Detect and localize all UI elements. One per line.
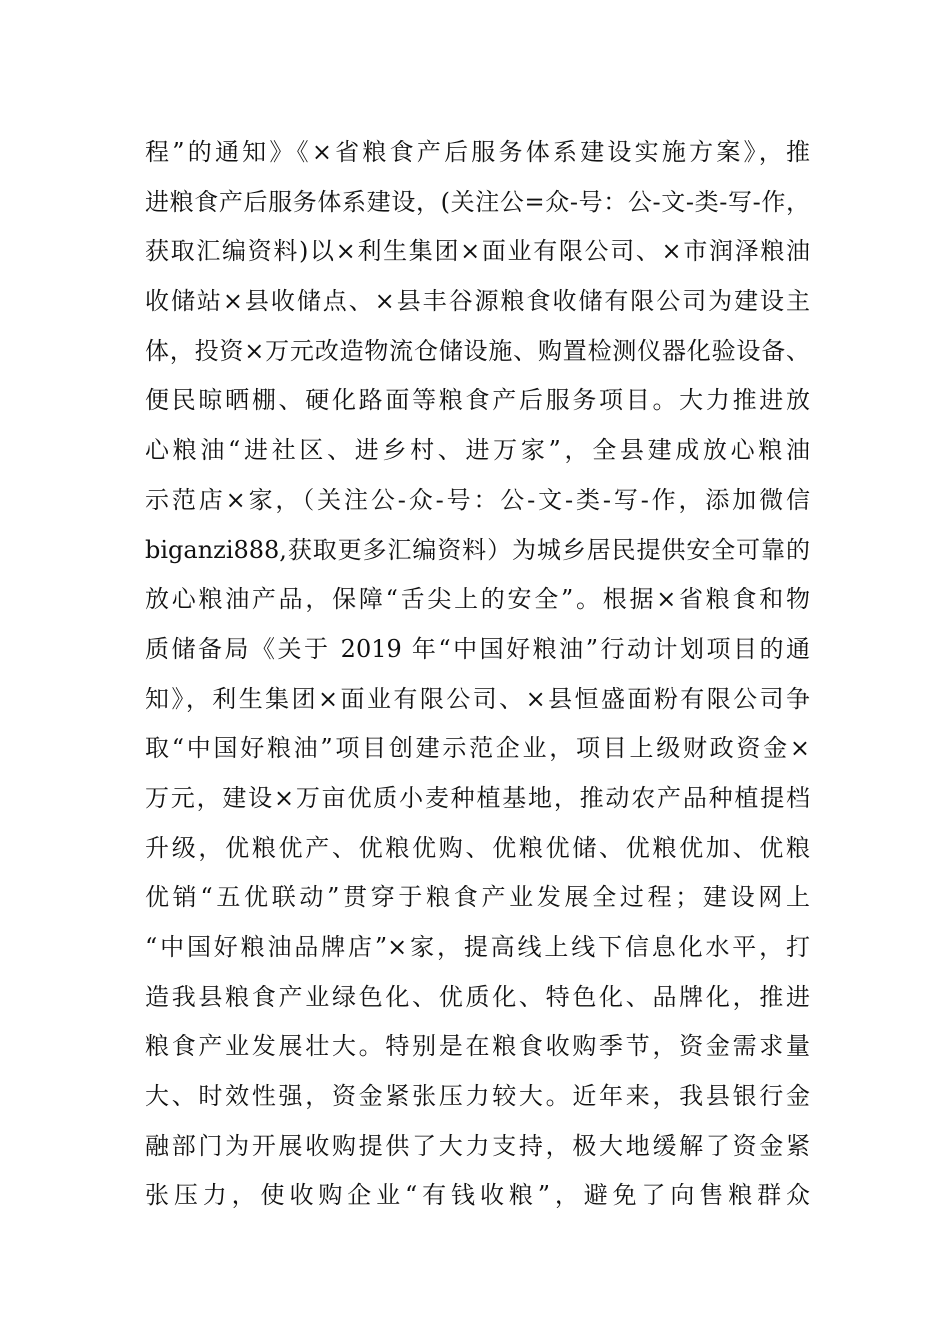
text-line: 万元，建设×万亩优质小麦种植基地，推动农产品种植提档 <box>145 783 810 812</box>
text-line: 大、时效性强，资金紧张压力较大。近年来，我县银行金 <box>145 1082 810 1111</box>
text-line: 优销“五优联动”贯穿于粮食产业发展全过程；建设网上 <box>145 883 810 912</box>
text-line: 粮食产业发展壮大。特别是在粮食收购季节，资金需求量 <box>145 1032 810 1061</box>
text-line: 质储备局《关于 2019 年“中国好粮油”行动计划项目的通 <box>145 634 810 663</box>
text-line: 进粮食产后服务体系建设，(关注公=众-号：公-文-类-写-作， <box>145 187 810 216</box>
body-paragraph <box>145 128 810 1221</box>
text-line: 心粮油“进社区、进乡村、进万家”，全县建成放心粮油 <box>145 436 810 465</box>
text-line: 张压力，使收购企业“有钱收粮”，避免了向售粮群众 <box>145 1181 810 1210</box>
text-line: 收储站×县收储点、×县丰谷源粮食收储有限公司为建设主 <box>145 287 810 316</box>
text-line: biganzi888,获取更多汇编资料）为城乡居民提供安全可靠的 <box>145 535 810 564</box>
text-line: 体，投资×万元改造物流仓储设施、购置检测仪器化验设备、 <box>145 336 810 365</box>
text-line: “中国好粮油品牌店”×家，提高线上线下信息化水平，打 <box>145 933 810 961</box>
text-line: 便民晾晒棚、硬化路面等粮食产后服务项目。大力推进放 <box>145 386 810 415</box>
text-line: 升级，优粮优产、优粮优购、优粮优储、优粮优加、优粮 <box>145 833 810 862</box>
text-line: 融部门为开展收购提供了大力支持，极大地缓解了资金紧 <box>145 1131 810 1160</box>
text-line: 知》，利生集团×面业有限公司、×县恒盛面粉有限公司争 <box>145 684 810 713</box>
text-line: 取“中国好粮油”项目创建示范企业，项目上级财政资金× <box>145 734 810 763</box>
text-line: 造我县粮食产业绿色化、优质化、特色化、品牌化，推进 <box>145 982 810 1011</box>
text-line: 放心粮油产品，保障“舌尖上的安全”。根据×省粮食和物 <box>145 585 810 614</box>
text-line: 程”的通知》《×省粮食产后服务体系建设实施方案》，推 <box>145 138 810 166</box>
text-line: 获取汇编资料)以×利生集团×面业有限公司、×市润泽粮油 <box>145 237 810 266</box>
text-line: 示范店×家，（关注公-众-号：公-文-类-写-作，添加微信 <box>145 485 810 514</box>
